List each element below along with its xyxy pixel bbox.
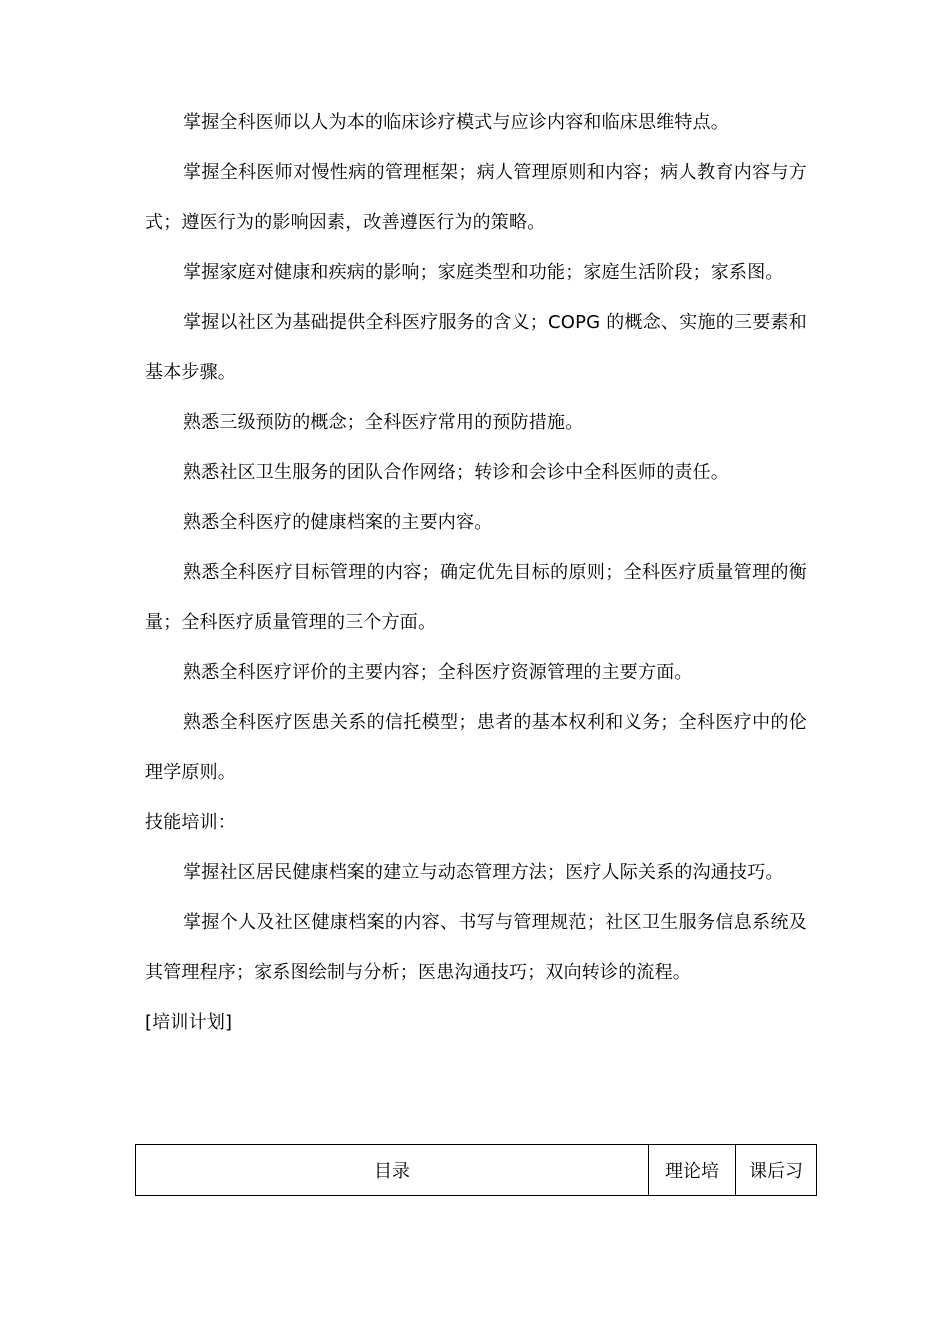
objective-paragraph-1: 掌握全科医师以人为本的临床诊疗模式与应诊内容和临床思维特点。 bbox=[183, 112, 729, 133]
catalog-header-cell: 目录 bbox=[136, 1145, 649, 1196]
document-body bbox=[145, 98, 807, 1048]
table-header-row bbox=[136, 1145, 817, 1196]
training-plan-heading: [培训计划] bbox=[145, 1012, 233, 1033]
catalog-table bbox=[135, 1144, 817, 1196]
skill-paragraph-2: 掌握个人及社区健康档案的内容、书写与管理规范；社区卫生服务信息系统及其管理程序；家系图绘制与分析；医患沟通技巧；双向转诊的流程。 bbox=[145, 912, 807, 983]
theory-training-header-cell: 理论培 bbox=[649, 1145, 736, 1196]
objective-paragraph-6: 熟悉社区卫生服务的团队合作网络；转诊和会诊中全科医师的责任。 bbox=[183, 462, 729, 483]
objective-paragraph-9: 熟悉全科医疗评价的主要内容；全科医疗资源管理的主要方面。 bbox=[183, 662, 693, 683]
skills-heading: 技能培训： bbox=[145, 812, 236, 833]
objective-paragraph-3: 掌握家庭对健康和疾病的影响；家庭类型和功能；家庭生活阶段；家系图。 bbox=[183, 262, 784, 283]
objective-paragraph-7: 熟悉全科医疗的健康档案的主要内容。 bbox=[183, 512, 493, 533]
skill-paragraph-1: 掌握社区居民健康档案的建立与动态管理方法；医疗人际关系的沟通技巧。 bbox=[183, 862, 784, 883]
objective-paragraph-4: 掌握以社区为基础提供全科医疗服务的含义；COPG 的概念、实施的三要素和基本步骤。 bbox=[145, 312, 807, 383]
objective-paragraph-10: 熟悉全科医疗医患关系的信托模型；患者的基本权利和义务；全科医疗中的伦理学原则。 bbox=[145, 712, 807, 783]
homework-header-cell: 课后习 bbox=[736, 1145, 817, 1196]
objective-paragraph-5: 熟悉三级预防的概念；全科医疗常用的预防措施。 bbox=[183, 412, 584, 433]
objective-paragraph-8: 熟悉全科医疗目标管理的内容；确定优先目标的原则；全科医疗质量管理的衡量；全科医疗质量管理的三个方面。 bbox=[145, 562, 807, 633]
objective-paragraph-2: 掌握全科医师对慢性病的管理框架；病人管理原则和内容；病人教育内容与方式；遵医行为的影响因素，改善遵医行为的策略。 bbox=[145, 162, 807, 233]
